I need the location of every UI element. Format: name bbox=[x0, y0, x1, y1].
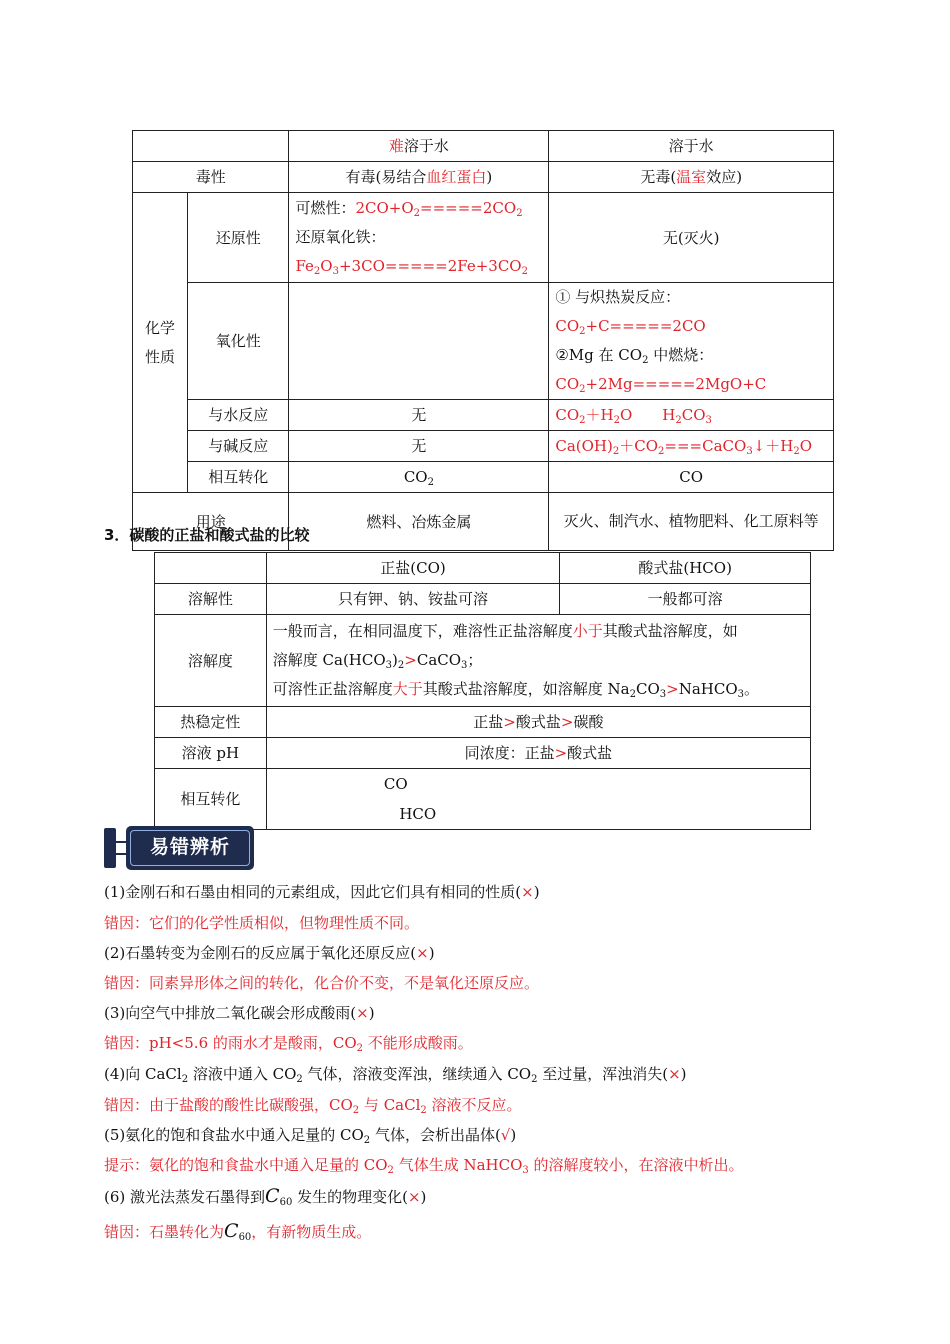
item-6-q-a: (6) 激光法蒸发石墨得到 bbox=[104, 1188, 266, 1206]
item-5-mark: √ bbox=[500, 1126, 511, 1144]
banner-hook bbox=[116, 841, 126, 855]
item-1-question bbox=[104, 882, 540, 902]
reducing-label: 还原性 bbox=[187, 193, 289, 283]
blank-header-cell-2 bbox=[155, 553, 267, 584]
co-toxicity-cell bbox=[289, 162, 549, 193]
ph-label: 溶液 pH bbox=[155, 738, 267, 769]
item-6-mark: × bbox=[407, 1188, 421, 1206]
item-6-c60-sub: 60 bbox=[279, 1197, 293, 1208]
item-1-mark: × bbox=[521, 883, 534, 901]
item-4-mark: × bbox=[668, 1065, 681, 1083]
ph-cell bbox=[266, 738, 810, 769]
hot-carbon-label: ① 与炽热炭反应： bbox=[555, 288, 681, 306]
oxidizing-label: 氧化性 bbox=[187, 283, 289, 400]
item-5-question: (5)氨化的饱和食盐水中通入足量的 $CO_2$ 气体，会析出晶体(√) bbox=[104, 1126, 517, 1146]
co-solubility-prefix: 难 bbox=[388, 137, 404, 155]
co2-reducing-cell: 无(灭火) bbox=[549, 193, 834, 283]
co2-carbon-equation: $CO_2+C=====2CO$ bbox=[555, 317, 706, 337]
co-solubility-cell bbox=[289, 131, 549, 162]
thermal-stability-cell bbox=[266, 707, 810, 738]
item-1-q-end: ) bbox=[533, 883, 540, 901]
banner-box bbox=[126, 826, 254, 870]
co-convert-cell: $CO_2$ bbox=[289, 462, 549, 493]
thermal-gt1: > bbox=[503, 713, 516, 731]
item-6-question bbox=[104, 1186, 426, 1207]
co-reducing-line1 bbox=[295, 194, 542, 223]
item-6-a-a: 错因：石墨转化为 bbox=[104, 1223, 225, 1241]
item-4-answer: 错因：由于盐酸的酸性比碳酸强，$CO_2$ 与 CaCl$_2$ 溶液不反应。 bbox=[104, 1096, 522, 1116]
co-alkali-cell: 无 bbox=[289, 431, 549, 462]
item-3-q: (3)向空气中排放二氧化碳会形成酸雨( bbox=[104, 1004, 357, 1022]
item-6-q-end: ) bbox=[420, 1188, 427, 1206]
carbonate-convert-label: 相互转化 bbox=[155, 769, 267, 830]
co2-toxicity-b: 温室 bbox=[676, 168, 707, 186]
use-label: 用途 bbox=[133, 493, 289, 551]
co2-alkali-equation: $Ca(OH)_2+CO_2===CaCO_3↓+H_2O$ bbox=[549, 431, 834, 462]
co2-oxidizing-line1 bbox=[555, 283, 827, 341]
sd-line3-b: 大于 bbox=[392, 680, 423, 698]
thermal-gt2: > bbox=[560, 713, 574, 731]
blank-header-cell bbox=[133, 131, 289, 162]
co2-toxicity-cell bbox=[549, 162, 834, 193]
thermal-a: 正盐 bbox=[473, 713, 504, 731]
item-2-mark: × bbox=[416, 944, 429, 962]
solubility-label: 溶解性 bbox=[155, 584, 267, 615]
normal-salt-solubility: 只有钾、钠、铵盐可溶 bbox=[266, 584, 560, 615]
mutual-conversion-label: 相互转化 bbox=[187, 462, 289, 493]
item-3-q-end: ) bbox=[368, 1004, 375, 1022]
co2-convert-cell: CO bbox=[549, 462, 834, 493]
sd-line1-b: 小于 bbox=[572, 622, 603, 640]
co2-toxicity-a: 无毒( bbox=[640, 168, 677, 186]
banner-bar bbox=[104, 828, 116, 868]
thermal-b: 酸式盐 bbox=[515, 713, 561, 731]
co-reducing-cell bbox=[289, 193, 549, 283]
co2-oxidizing-line2: ②Mg 在 $CO_2$ 中燃烧： bbox=[555, 346, 714, 366]
ph-b: 酸式盐 bbox=[567, 744, 613, 762]
co2-oxidizing-cell bbox=[549, 283, 834, 400]
item-6-q-b: 发生的物理变化( bbox=[292, 1188, 408, 1206]
item-1-answer: 错因：它们的化学性质相似，但物理性质不同。 bbox=[104, 914, 420, 932]
co-toxicity-c: ) bbox=[486, 168, 493, 186]
carbonate-comparison-table bbox=[154, 552, 811, 830]
convert-left: CO bbox=[383, 775, 408, 793]
alkali-reaction-label: 与碱反应 bbox=[187, 431, 289, 462]
co2-water-equation: $CO_2+H_2O$ $H_2CO_3$ bbox=[549, 400, 834, 431]
item-6-c60: C bbox=[265, 1185, 280, 1207]
ph-gt: > bbox=[554, 744, 568, 762]
sd-line3-a: 可溶性正盐溶解度 bbox=[272, 680, 393, 698]
co2-use-cell: 灭火、制汽水、植物肥料、化工原料等 bbox=[549, 493, 834, 551]
ph-a: 同浓度：正盐 bbox=[464, 744, 555, 762]
banner-title: 易错辨析 bbox=[130, 830, 250, 866]
carbonate-convert-cell bbox=[266, 769, 810, 830]
co-solubility-text: 溶于水 bbox=[403, 137, 449, 155]
sd-line2-b: > bbox=[404, 651, 417, 669]
sd-line3-d: > bbox=[666, 680, 679, 698]
item-6-a-c60: C bbox=[224, 1220, 239, 1242]
solubility-degree-label: 溶解度 bbox=[155, 615, 267, 707]
item-6-answer bbox=[104, 1221, 371, 1242]
normal-salt-header: 正盐(CO) bbox=[266, 553, 560, 584]
item-6-a-c60-sub: 60 bbox=[238, 1232, 252, 1243]
item-6-a-b: ，有新物质生成。 bbox=[251, 1223, 372, 1241]
section-3-title: 3．碳酸的正盐和酸式盐的比较 bbox=[104, 526, 310, 544]
item-4-question: (4)向 CaCl$_2$ 溶液中通入 $CO_2$ 气体，溶液变浑浊，继续通入 $CO_2$ 至过量，浑浊消失(×) bbox=[104, 1065, 687, 1085]
item-3-answer: 错因：pH<5.6 的雨水才是酸雨，$CO_2$ 不能形成酸雨。 bbox=[104, 1034, 473, 1054]
convert-right: HCO bbox=[399, 805, 437, 823]
solubility-degree-cell bbox=[266, 615, 810, 707]
iron-oxide-reduction-equation: $Fe_2O_3+3CO=====2Fe+3CO_2$ bbox=[295, 257, 528, 277]
toxicity-label: 毒性 bbox=[133, 162, 289, 193]
acid-salt-solubility: 一般都可溶 bbox=[560, 584, 811, 615]
item-2-question bbox=[104, 943, 435, 963]
item-1-q: (1)金刚石和石墨由相同的元素组成，因此它们具有相同的性质( bbox=[104, 883, 522, 901]
chem-property-label bbox=[133, 193, 188, 493]
item-3-mark: × bbox=[356, 1004, 369, 1022]
item-2-answer: 错因：同素异形体之间的转化，化合价不变，不是氧化还原反应。 bbox=[104, 974, 540, 992]
item-3-question bbox=[104, 1003, 375, 1023]
item-5-answer: 提示：氨化的饱和食盐水中通入足量的 $CO_2$ 气体生成 NaHCO$_3$ 的溶解度较小，在溶液中析出。 bbox=[104, 1156, 744, 1176]
thermal-c: 碳酸 bbox=[573, 713, 604, 731]
mg-combustion-equation: $CO_2+2Mg=====2MgO+C$ bbox=[555, 375, 767, 395]
solubility-degree-line2: 溶解度 $Ca(HCO_3)_2>CaCO_3$； bbox=[272, 651, 483, 671]
thermal-stability-label: 热稳定性 bbox=[155, 707, 267, 738]
co-reducing-line2: 还原氧化铁： bbox=[295, 228, 386, 246]
co-toxicity-b: 血红蛋白 bbox=[426, 168, 487, 186]
combustion-label: 可燃性： bbox=[295, 199, 356, 217]
co-water-cell: 无 bbox=[289, 400, 549, 431]
solubility-degree-line1 bbox=[273, 617, 804, 646]
solubility-degree-line3: 可溶性正盐溶解度大于其酸式盐溶解度，如溶解度 $Na_2CO_3>NaHCO_3$。 bbox=[272, 680, 760, 700]
co-co2-comparison-table bbox=[132, 130, 834, 551]
chem-property-text: 化学性质 bbox=[144, 318, 175, 366]
sd-line1-c: 其酸式盐溶解度，如 bbox=[602, 622, 738, 640]
co-oxidizing-cell bbox=[289, 283, 549, 400]
co2-toxicity-c: 效应) bbox=[706, 168, 743, 186]
co-toxicity-a: 有毒(易结合 bbox=[345, 168, 427, 186]
co2-solubility-cell: 溶于水 bbox=[549, 131, 834, 162]
item-2-q-end: ) bbox=[428, 944, 435, 962]
acid-salt-header: 酸式盐(HCO) bbox=[560, 553, 811, 584]
error-analysis-banner bbox=[104, 826, 254, 870]
co-combustion-equation: $2CO+O_2=====2CO_2$ bbox=[355, 199, 523, 219]
item-2-q: (2)石墨转变为金刚石的反应属于氧化还原反应( bbox=[104, 944, 417, 962]
sd-line1-a: 一般而言，在相同温度下，难溶性正盐溶解度 bbox=[272, 622, 573, 640]
water-reaction-label: 与水反应 bbox=[187, 400, 289, 431]
co-use-cell: 燃料、冶炼金属 bbox=[289, 493, 549, 551]
